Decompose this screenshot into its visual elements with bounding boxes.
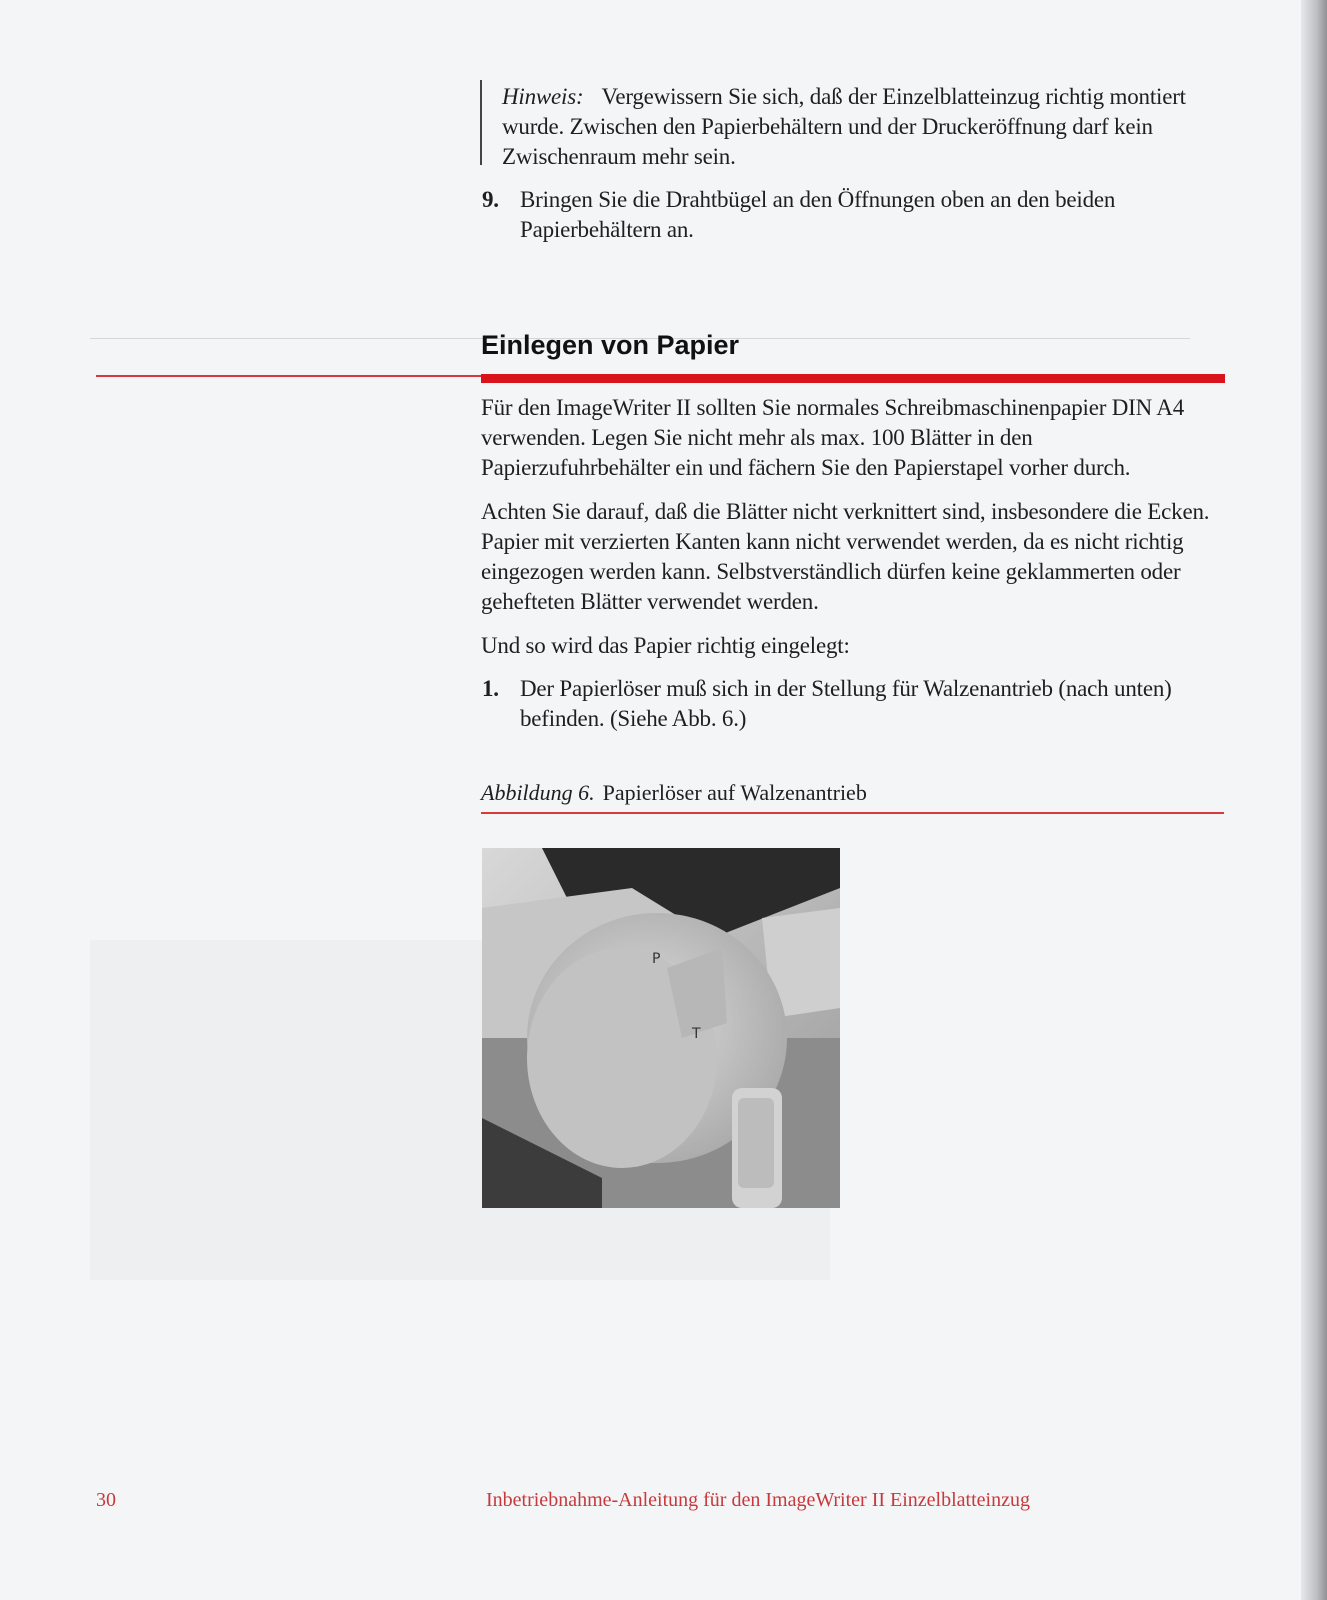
note-label: Hinweis: — [502, 84, 584, 109]
svg-text:P: P — [652, 951, 661, 967]
heading-rule-thick — [481, 374, 1225, 383]
step-9-number: 9. — [482, 187, 499, 212]
section-heading: Einlegen von Papier — [481, 330, 740, 360]
paragraph-3-text: Und so wird das Papier richtig eingelegt: — [481, 633, 850, 658]
paragraph-2 — [481, 497, 1221, 617]
paragraph-3 — [481, 631, 1221, 661]
svg-text:T: T — [692, 1026, 701, 1042]
paragraph-1 — [481, 393, 1221, 483]
figure-caption — [481, 780, 867, 806]
figure-label: Abbildung 6. — [481, 780, 595, 805]
paragraph-2-text: Achten Sie darauf, daß die Blätter nicht verknittert sind, insbesondere die Ecken. Papier mit verzierten Kanten kann nicht verwendet werden, da es nicht richtig eingezogen werden kann. Selbstverständlich dürfen keine geklammerten oder gehefteten Blätter verwendet werden. — [481, 499, 1210, 614]
paragraph-1-text: Für den ImageWriter II sollten Sie normales Schreibmaschinenpapier DIN A4 verwenden. Legen Sie nicht mehr als max. 100 Blätter in den Papierzufuhrbehälter ein und fächern Sie den Papierstapel vorher durch. — [481, 395, 1185, 480]
step-1 — [482, 674, 1202, 736]
note-margin-bar — [480, 80, 482, 165]
step-1-text: Der Papierlöser muß sich in der Stellung für Walzenantrieb (nach unten) befinden. (Siehe Abb. 6.) — [520, 676, 1172, 731]
figure-rule — [481, 812, 1224, 814]
page-number: 30 — [96, 1489, 116, 1511]
note-text: Vergewissern Sie sich, daß der Einzelblatteinzug richtig montiert wurde. Zwischen den Papierbehältern und der Druckeröffnung darf kein Zwischenraum mehr sein. — [502, 84, 1186, 169]
page-edge-shadow — [1301, 0, 1327, 1600]
running-footer: Inbetriebnahme-Anleitung für den ImageWriter II Einzelblatteinzug — [486, 1489, 1030, 1511]
figure-caption-text: Papierlöser auf Walzenantrieb — [602, 780, 867, 805]
step-9-text: Bringen Sie die Drahtbügel an den Öffnungen oben an den beiden Papierbehältern an. — [520, 187, 1116, 242]
note-block — [502, 82, 1222, 172]
step-9 — [482, 185, 1202, 247]
step-1-number: 1. — [482, 676, 499, 701]
paper-release-lever-photo — [482, 848, 840, 1208]
